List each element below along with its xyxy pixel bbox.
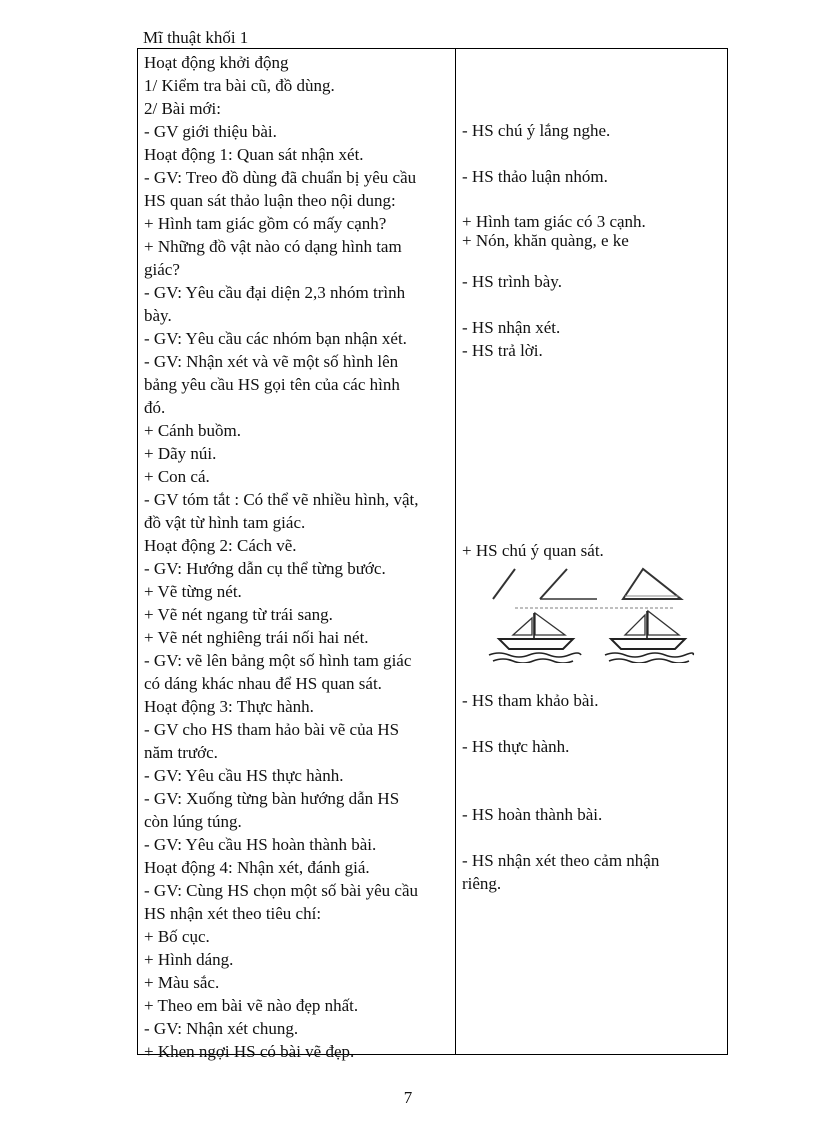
left-line: còn lúng túng. xyxy=(144,812,242,831)
step-three-triangle xyxy=(623,569,681,599)
left-line: - GV: Xuống từng bàn hướng dẫn HS xyxy=(144,789,400,808)
left-line: 2/ Bài mới: xyxy=(144,99,221,118)
step-two-angle xyxy=(540,569,567,599)
left-line: - GV tóm tắt : Có thể vẽ nhiều hình, vật, xyxy=(144,490,419,509)
left-line: - GV giới thiệu bài. xyxy=(144,122,277,141)
left-line: + Hình tam giác gồm có mấy cạnh? xyxy=(144,214,387,233)
right-item: - HS trình bày. xyxy=(462,272,562,291)
teacher-activities-column xyxy=(144,51,449,1063)
triangle-drawing-figure xyxy=(485,563,695,663)
left-line: có dáng khác nhau để HS quan sát. xyxy=(144,674,382,693)
left-line: - GV: Yêu cầu HS thực hành. xyxy=(144,766,344,785)
left-line: Hoạt động khởi động xyxy=(144,53,289,72)
right-item: - HS trả lời. xyxy=(462,341,543,360)
left-line: - GV: Nhận xét chung. xyxy=(144,1019,299,1038)
left-line: - GV: Yêu cầu đại diện 2,3 nhóm trình xyxy=(144,283,406,302)
right-item: - HS thực hành. xyxy=(462,737,570,756)
left-line: - GV: Nhận xét và vẽ một số hình lên xyxy=(144,352,399,371)
step-one-line xyxy=(493,569,515,599)
left-line: + Vẽ nét ngang từ trái sang. xyxy=(144,605,333,624)
left-line: + Vẽ từng nét. xyxy=(144,582,242,601)
left-line: + Con cá. xyxy=(144,467,210,486)
left-line: năm trước. xyxy=(144,743,218,762)
lesson-table xyxy=(137,48,728,1061)
left-line: đó. xyxy=(144,398,166,417)
left-line: giác? xyxy=(144,260,180,279)
right-item: + HS chú ý quan sát. xyxy=(462,541,604,560)
left-line: - GV: Treo đồ dùng đã chuẩn bị yêu cầu xyxy=(144,168,417,187)
left-line: - GV: Hướng dẫn cụ thể từng bước. xyxy=(144,559,386,578)
page-header-title: Mĩ thuật khối 1 xyxy=(143,28,249,47)
column-divider xyxy=(455,49,456,1054)
sailboat-right-icon xyxy=(605,611,693,663)
left-line: - GV: Yêu cầu HS hoàn thành bài. xyxy=(144,835,377,854)
sailboat-left-icon xyxy=(489,613,581,663)
left-line: + Vẽ nét nghiêng trái nối hai nét. xyxy=(144,628,369,647)
right-item: + Hình tam giác có 3 cạnh. xyxy=(462,212,646,231)
left-line: - GV: Yêu cầu các nhóm bạn nhận xét. xyxy=(144,329,407,348)
left-line: + Hình dáng. xyxy=(144,950,234,969)
right-item: riêng. xyxy=(462,874,502,893)
left-line: Hoạt động 2: Cách vẽ. xyxy=(144,536,297,555)
left-line: đồ vật từ hình tam giác. xyxy=(144,513,306,532)
left-line: 1/ Kiểm tra bài cũ, đồ dùng. xyxy=(144,76,335,95)
left-line: Hoạt động 1: Quan sát nhận xét. xyxy=(144,145,364,164)
left-line: HS quan sát thảo luận theo nội dung: xyxy=(144,191,396,210)
left-line: - GV: vẽ lên bảng một số hình tam giác xyxy=(144,651,412,670)
right-item: - HS hoàn thành bài. xyxy=(462,805,603,824)
left-line: + Những đồ vật nào có dạng hình tam xyxy=(144,237,402,256)
left-line: bày. xyxy=(144,306,172,325)
left-line: + Khen ngợi HS có bài vẽ đẹp. xyxy=(144,1042,355,1061)
left-line: + Cánh buồm. xyxy=(144,421,241,440)
right-item: - HS chú ý lắng nghe. xyxy=(462,121,611,140)
left-line: HS nhận xét theo tiêu chí: xyxy=(144,904,322,923)
left-line: + Màu sắc. xyxy=(144,973,220,992)
right-item: + Nón, khăn quàng, e ke xyxy=(462,231,629,250)
left-line: - GV cho HS tham hảo bài vẽ của HS xyxy=(144,720,400,739)
left-line: + Dãy núi. xyxy=(144,444,217,463)
right-item: - HS nhận xét. xyxy=(462,318,561,337)
right-item: - HS thảo luận nhóm. xyxy=(462,167,608,186)
left-line: - GV: Cùng HS chọn một số bài yêu cầu xyxy=(144,881,419,900)
left-line: + Theo em bài vẽ nào đẹp nhất. xyxy=(144,996,359,1015)
left-line: + Bố cục. xyxy=(144,927,210,946)
right-item: - HS tham khảo bài. xyxy=(462,691,599,710)
right-item: - HS nhận xét theo cảm nhận xyxy=(462,851,660,870)
left-line: Hoạt động 4: Nhận xét, đánh giá. xyxy=(144,858,370,877)
left-line: bảng yêu cầu HS gọi tên của các hình xyxy=(144,375,400,394)
page-number: 7 xyxy=(403,1088,413,1107)
left-line: Hoạt động 3: Thực hành. xyxy=(144,697,314,716)
